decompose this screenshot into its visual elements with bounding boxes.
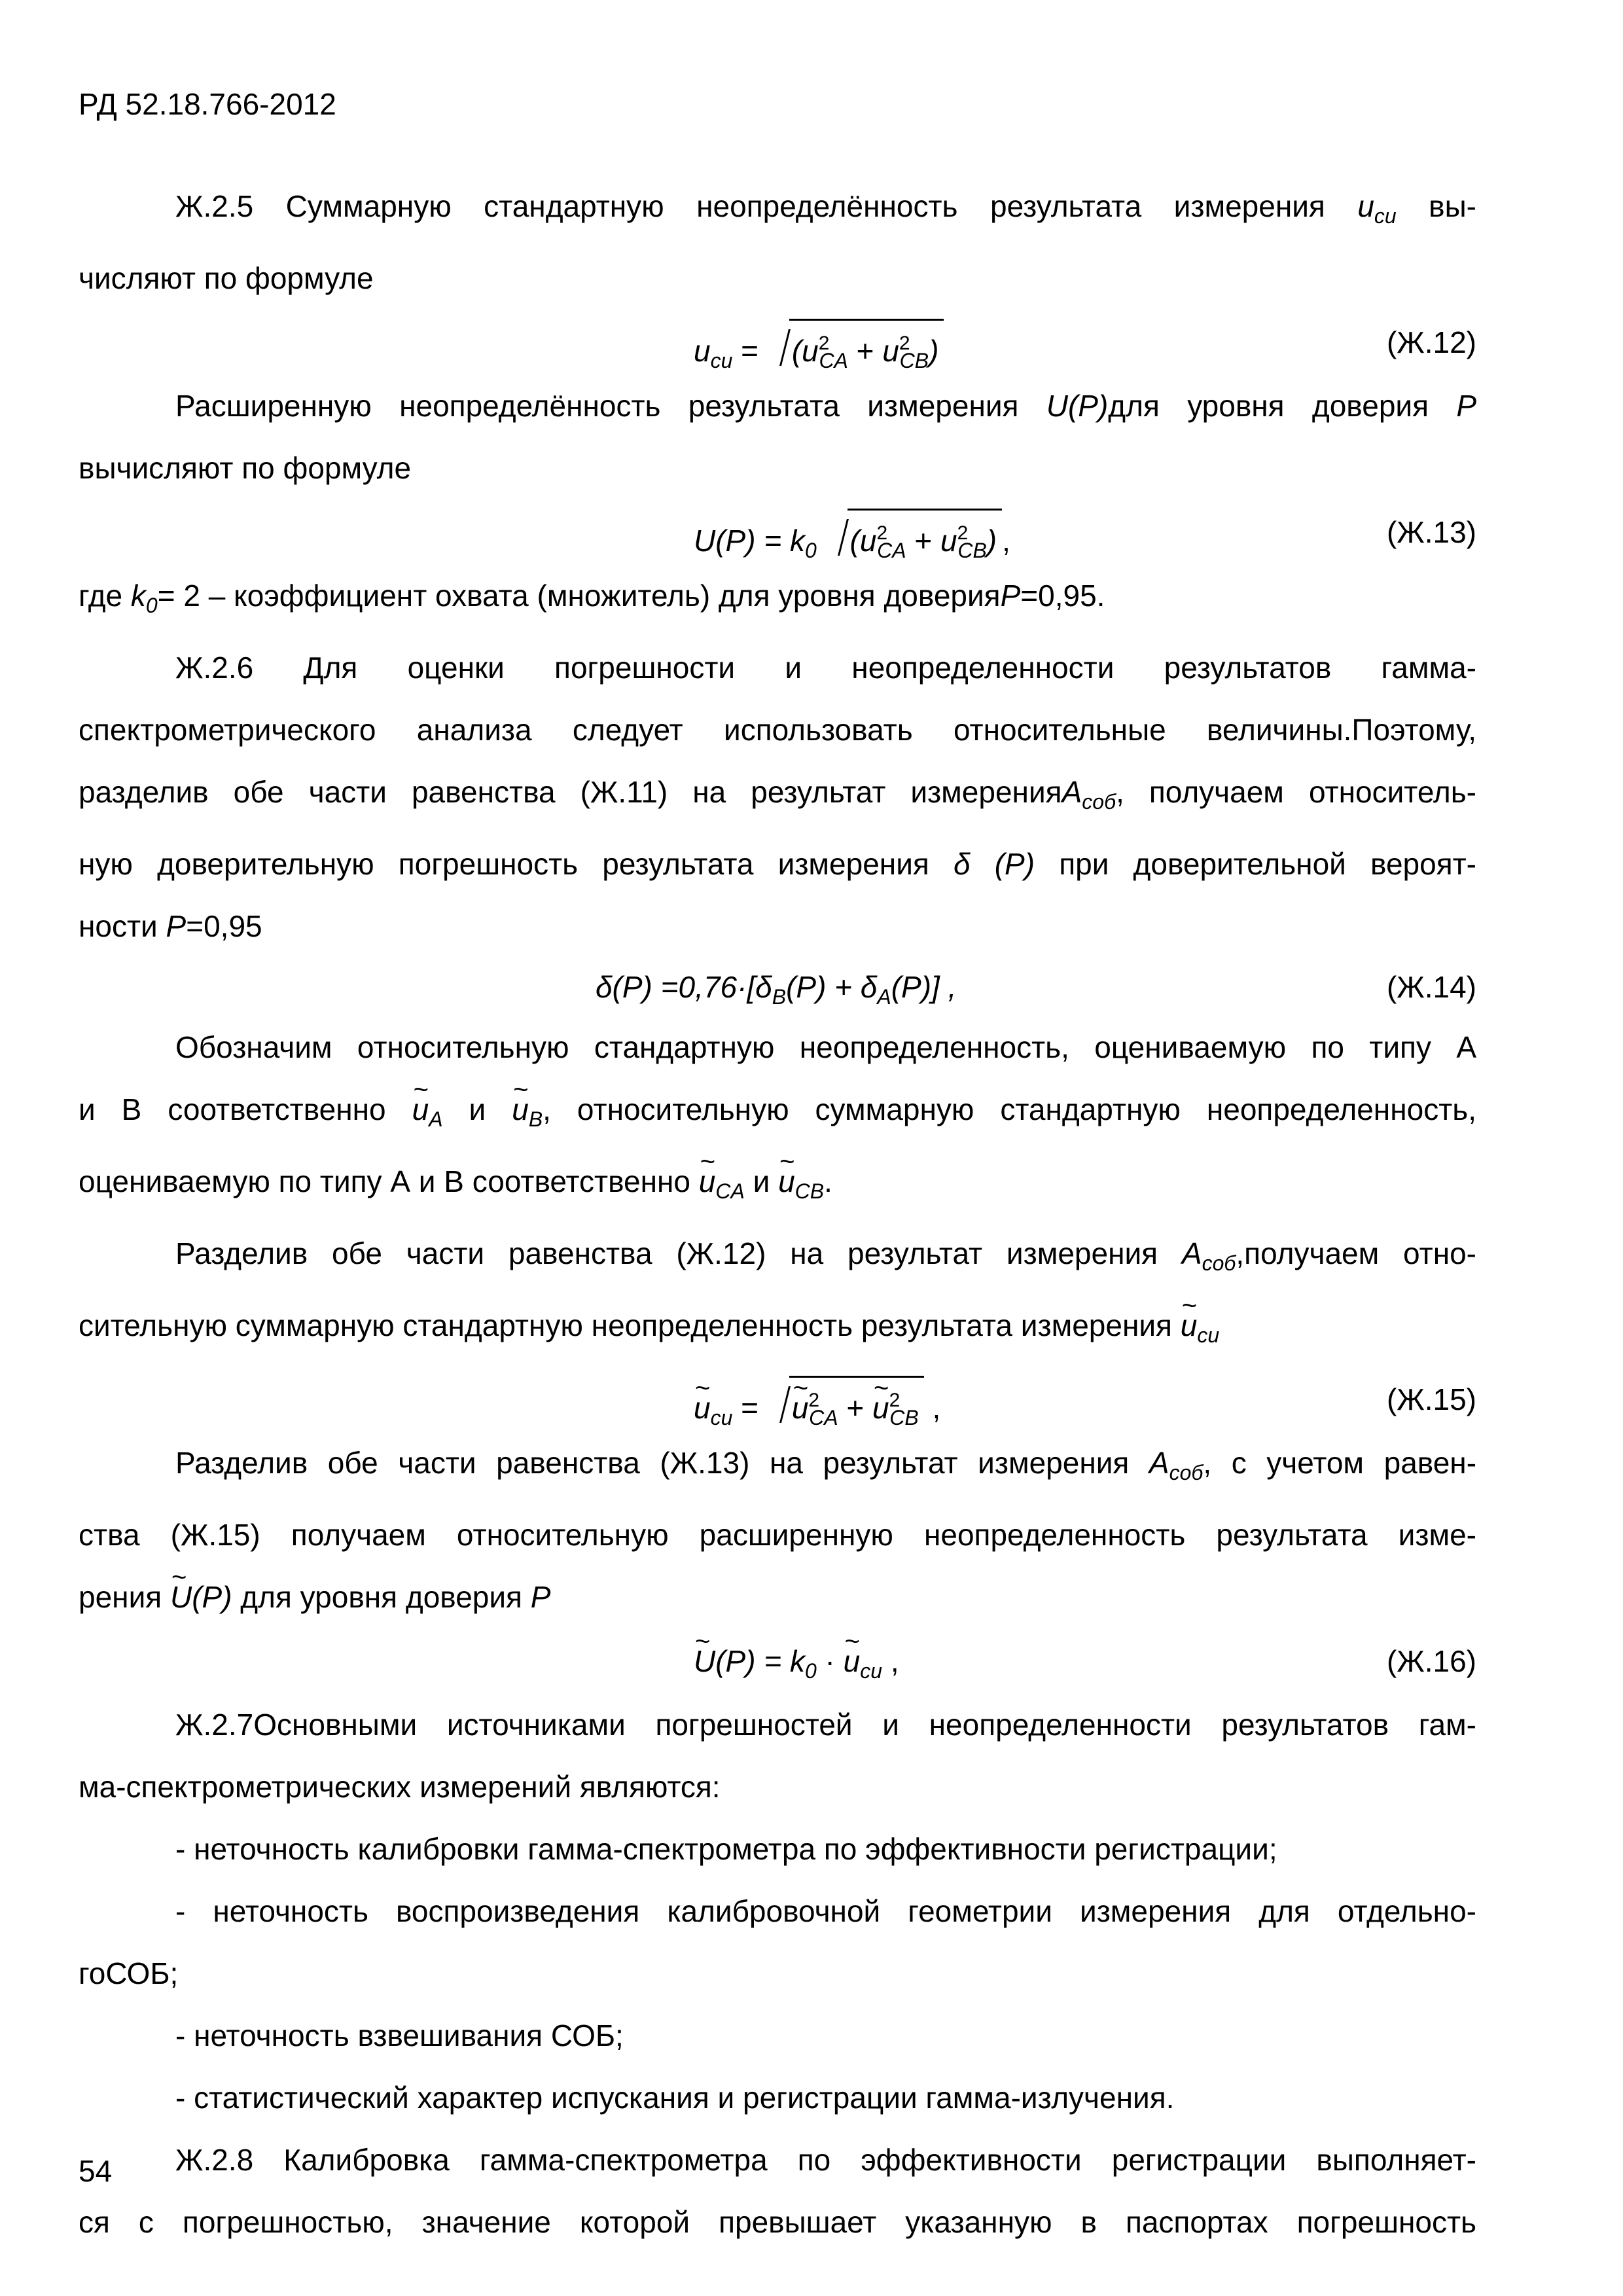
list-item: - неточность воспроизведения калибровочной геометрии измерения для отдельно- bbox=[175, 1894, 1476, 1928]
paragraph-div13-line-1: Разделив обе части равенства (Ж.13) на результат измерения $A_{соб}$, с учетом равен- bbox=[175, 1446, 1477, 1484]
paragraph-designation-line-1: Обозначим относительную стандартную неопределенность, оцениваемую по типу А bbox=[175, 1030, 1476, 1064]
u-tilde-symbol: ~ u bbox=[1181, 1295, 1198, 1357]
list-item-continuation: гоСОБ; bbox=[79, 1956, 179, 1990]
equation-number: (Ж.13) bbox=[1386, 515, 1476, 549]
paragraph-div13-line-3: рения ~ U(P) для уровня доверия P bbox=[79, 1566, 1476, 1628]
paragraph-designation-line-3: оцениваемую по типу А и В соответственно ~ $u_{CA}$ и ~ $u_{CB}$. bbox=[79, 1151, 1476, 1223]
formula-j15: ~ $u_{си}$ = ~ $u^2_{CA}$ + ~ $u^2_{CB}$ , (Ж.15) bbox=[79, 1367, 1476, 1432]
paragraph-2-6-line-3: разделив обе части равенства (Ж.11) на результат измеренияA$_{соб}$, получаем относитель- bbox=[79, 775, 1477, 814]
formula-j12: $u_{си} = (u^2_{CA} + u^2_{CB})$ (Ж.12) bbox=[79, 310, 1476, 375]
paragraph-2-5-line-1: Ж.2.5 Суммарную стандартную неопределённость результата измерения $u_{си}$ вы- bbox=[175, 189, 1476, 228]
paragraph-2-6-line-4: ную доверительную погрешность результата измерения δ (P) при доверительной вероят- bbox=[79, 847, 1476, 881]
u-tilde-symbol: ~ u bbox=[512, 1079, 529, 1141]
paragraph-expanded-line-2: вычисляют по формуле bbox=[79, 451, 412, 485]
paragraph-designation-line-2: и В соответственно ~ $u_A$ и ~ $u_B$, относительную суммарную стандартную неопределенность, bbox=[79, 1079, 1476, 1151]
list-item: - неточность взвешивания СОБ; bbox=[175, 2018, 624, 2053]
u-tilde-symbol: ~ u bbox=[699, 1151, 716, 1213]
equation-number: (Ж.16) bbox=[1386, 1644, 1476, 1678]
paragraph-2-8-line-2: ся с погрешностью, значение которой превышает указанную в паспортах погрешность bbox=[79, 2205, 1476, 2239]
paragraph-div12-line-2: сительную суммарную стандартную неопределенность результата измерения ~ $u_{си}$ bbox=[79, 1295, 1476, 1367]
paragraph-2-6-line-5: ности P=0,95 bbox=[79, 909, 262, 943]
U-tilde-symbol: ~ U(P) bbox=[170, 1566, 232, 1628]
list-item: - статистический характер испускания и регистрации гамма-излучения. bbox=[175, 2081, 1175, 2115]
paragraph-k0: где $k_0= 2$ – коэффициент охвата (множитель) для уровня доверияP=0,95. bbox=[79, 579, 1105, 617]
formula-j14: $\delta(P) =0,76\cdot[\delta_B(P) + \delta_A(P)]$ , (Ж.14) bbox=[79, 958, 1476, 1016]
document-id: РД 52.18.766-2012 bbox=[79, 87, 336, 121]
sqrt-symbol: ~ $u^2_{CA}$ + ~ $u^2_{CB}$ bbox=[770, 1367, 924, 1441]
paragraph-2-5-line-2: числяют по формуле bbox=[79, 261, 374, 295]
paragraph-2-6-line-1: Ж.2.6 Для оценки погрешности и неопределенности результатов гамма- bbox=[175, 651, 1476, 685]
sqrt-symbol: $(u^2_{CA} + u^2_{CB})$ bbox=[828, 499, 1003, 573]
document-body bbox=[79, 175, 1476, 2253]
paragraph-div13-line-2: ства (Ж.15) получаем относительную расширенную неопределенность результата изме- bbox=[79, 1518, 1476, 1552]
paragraph-2-7-line-1: Ж.2.7Основными источниками погрешностей и неопределенности результатов гам- bbox=[175, 1708, 1476, 1742]
formula-j16: ~ $U(P) = k_0$ · ~ $u_{си}$ , (Ж.16) bbox=[79, 1628, 1476, 1694]
u-tilde-symbol: ~ u bbox=[412, 1079, 429, 1141]
list-item: - неточность калибровки гамма-спектрометра по эффективности регистрации; bbox=[175, 1832, 1277, 1866]
u-tilde-symbol: ~ u bbox=[778, 1151, 795, 1213]
equation-number: (Ж.12) bbox=[1386, 325, 1476, 359]
equation-number: (Ж.15) bbox=[1386, 1382, 1476, 1416]
page-number: 54 bbox=[79, 2154, 113, 2188]
paragraph-div12-line-1: Разделив обе части равенства (Ж.12) на результат измерения $A_{соб},получаем$ отно- bbox=[175, 1236, 1476, 1275]
equation-number: (Ж.14) bbox=[1386, 970, 1476, 1004]
paragraph-2-7-line-2: ма-спектрометрических измерений являются: bbox=[79, 1770, 721, 1804]
paragraph-expanded-line-1: Расширенную неопределённость результата измерения U(P)для уровня доверия P bbox=[175, 389, 1476, 423]
sqrt-symbol: $(u^2_{CA} + u^2_{CB})$ bbox=[770, 310, 944, 384]
paragraph-2-8-line-1: Ж.2.8 Калибровка гамма-спектрометра по эффективности регистрации выполняет- bbox=[175, 2143, 1476, 2177]
paragraph-2-6-line-2: спектрометрического анализа следует использовать относительные величины.Поэтому, bbox=[79, 713, 1476, 747]
formula-j13: $U(P) = k_0$ $(u^2_{CA} + u^2_{CB})$ , (Ж.13) bbox=[79, 499, 1476, 565]
